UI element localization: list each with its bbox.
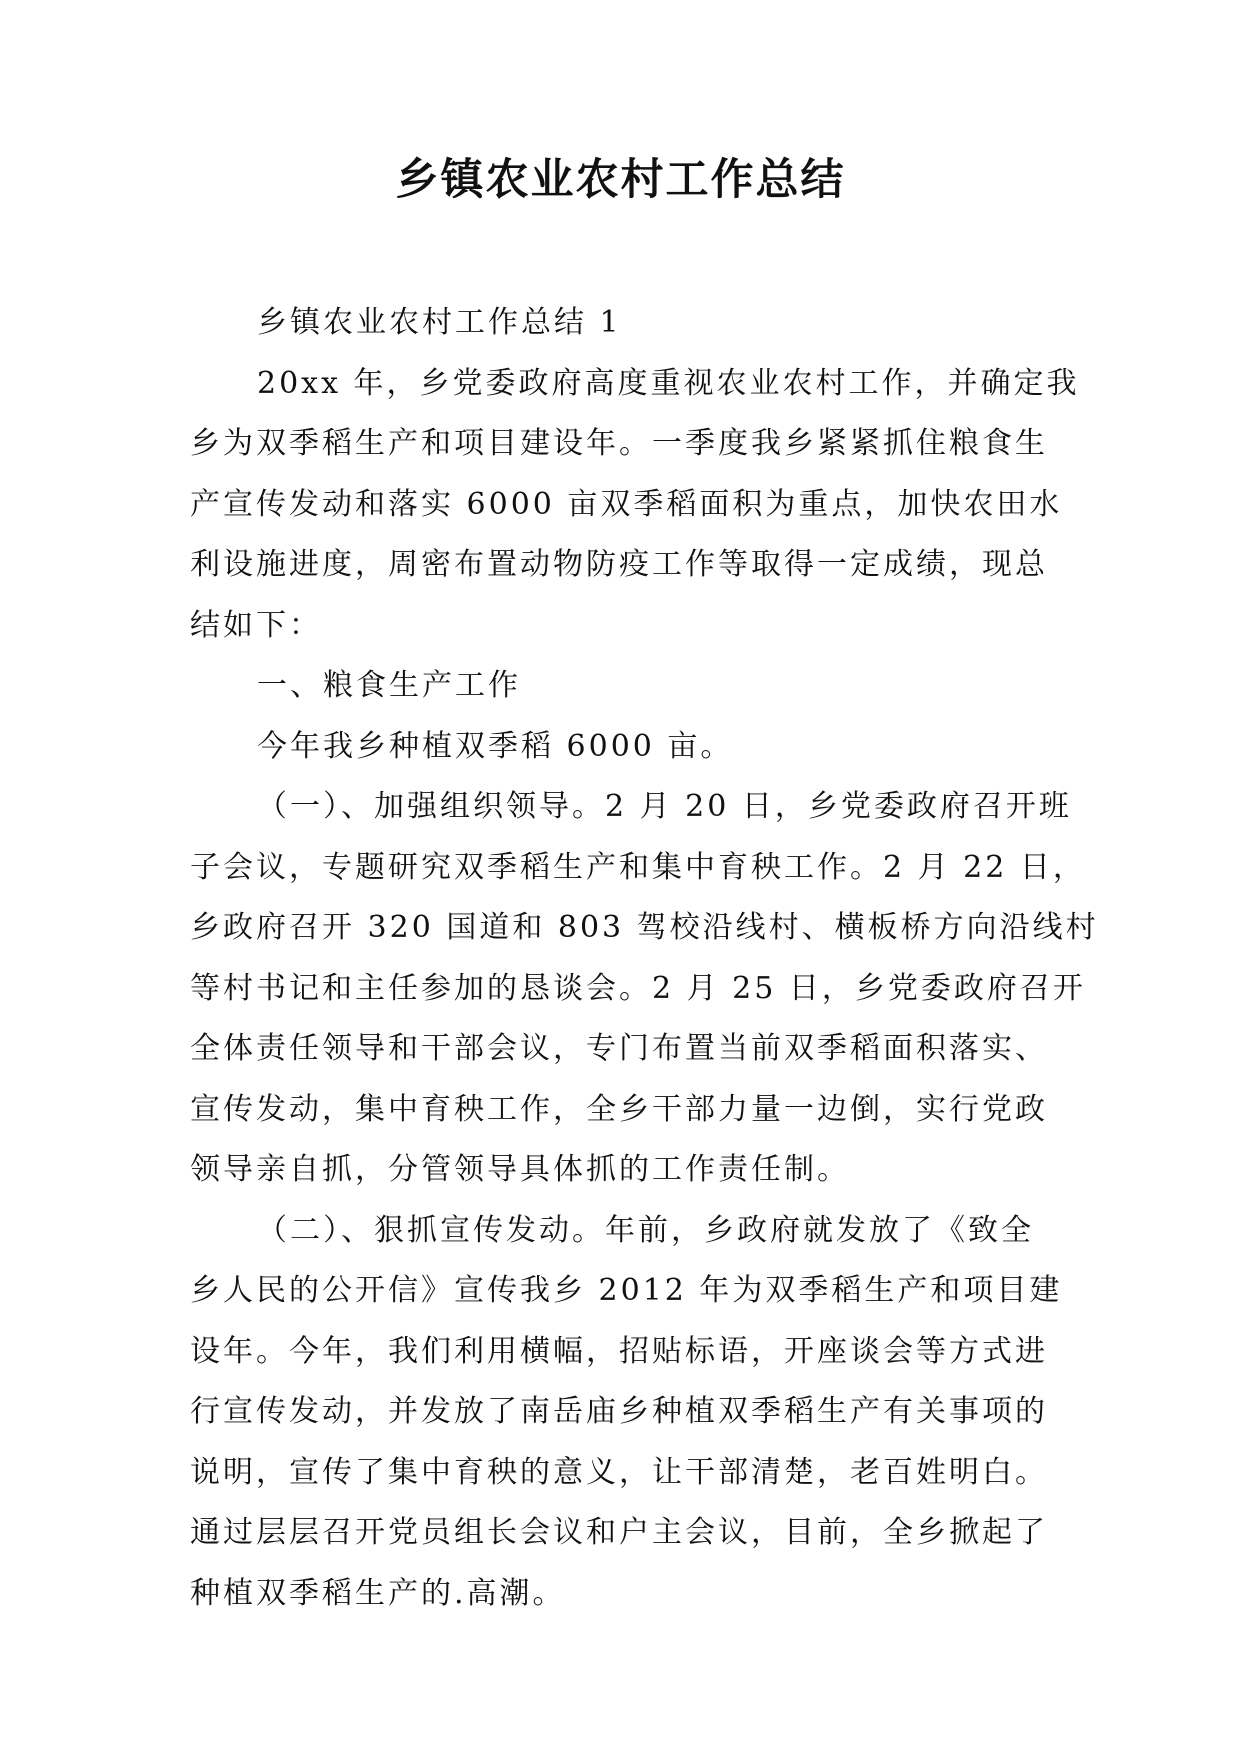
body-line: 通过层层召开党员组长会议和户主会议，目前，全乡掀起了 xyxy=(190,1515,1048,1550)
body-line: 乡政府召开 320 国道和 803 驾校沿线村、横板桥方向沿线村 xyxy=(190,910,1099,945)
body-line: 子会议，专题研究双季稻生产和集中育秧工作。2 月 22 日， xyxy=(190,849,1086,885)
body-line: （一）、加强组织领导。2 月 20 日，乡党委政府召开班 xyxy=(257,789,1072,824)
body-line: 乡镇农业农村工作总结 1 xyxy=(257,305,622,340)
body-line: 行宣传发动，并发放了南岳庙乡种植双季稻生产有关事项的 xyxy=(190,1394,1048,1429)
body-line: 说明，宣传了集中育秧的意义，让干部清楚，老百姓明白。 xyxy=(190,1454,1048,1490)
body-line: 乡为双季稻生产和项目建设年。一季度我乡紧紧抓住粮食生 xyxy=(190,426,1048,461)
document-title: 乡镇农业农村工作总结 xyxy=(395,155,846,205)
body-line: 一、粮食生产工作 xyxy=(257,668,521,703)
body-line: 设年。今年，我们利用横幅，招贴标语，开座谈会等方式进 xyxy=(190,1333,1048,1369)
body-line: 等村书记和主任参加的恳谈会。2 月 25 日，乡党委政府召开 xyxy=(190,970,1086,1006)
body-line: 利设施进度，周密布置动物防疫工作等取得一定成绩，现总 xyxy=(190,547,1048,582)
body-line: 今年我乡种植双季稻 6000 亩。 xyxy=(257,728,734,764)
body-line: 宣传发动，集中育秧工作，全乡干部力量一边倒，实行党政 xyxy=(190,1091,1048,1127)
body-line: 全体责任领导和干部会议，专门布置当前双季稻面积落实、 xyxy=(190,1031,1048,1066)
body-line: 20xx 年，乡党委政府高度重视农业农村工作，并确定我 xyxy=(257,365,1080,401)
body-line: 种植双季稻生产的.高潮。 xyxy=(190,1575,566,1611)
body-line: 结如下： xyxy=(190,607,322,643)
body-line: 产宣传发动和落实 6000 亩双季稻面积为重点，加快农田水 xyxy=(190,486,1063,522)
document-body xyxy=(190,293,1099,1624)
body-line: 领导亲自抓，分管领导具体抓的工作责任制。 xyxy=(190,1152,850,1187)
body-line: （二）、狠抓宣传发动。年前，乡政府就发放了《致全 xyxy=(257,1212,1034,1248)
body-line: 乡人民的公开信》宣传我乡 2012 年为双季稻生产和项目建 xyxy=(190,1273,1063,1308)
